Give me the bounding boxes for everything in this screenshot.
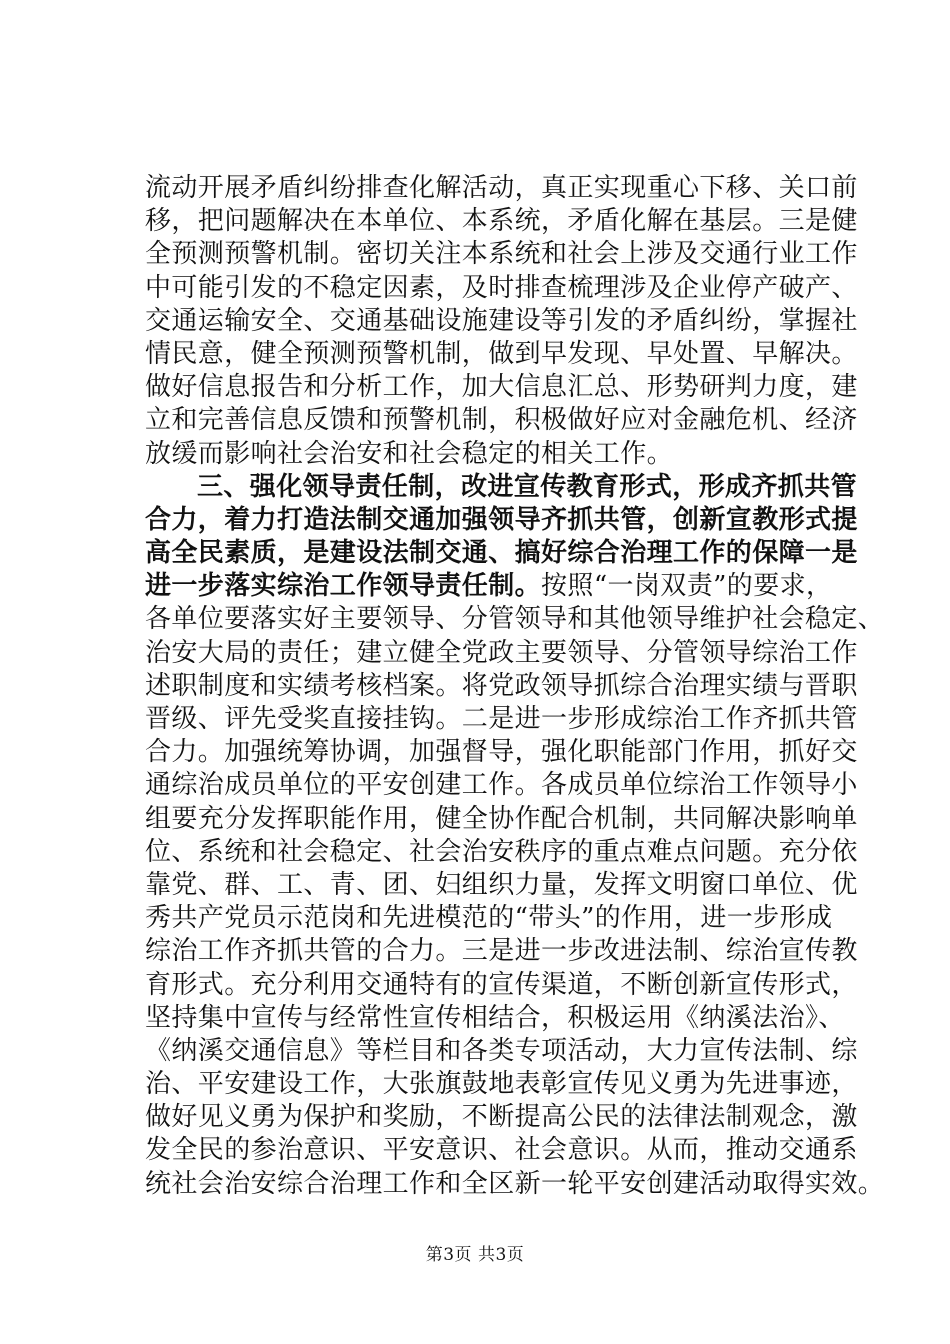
section-mixed-line [145,570,835,603]
body-line: 靠党、群、工、青、团、妇组织力量，发挥文明窗口单位、优 [145,869,858,900]
document-body [145,172,885,1201]
body-line: 组要充分发挥职能作用，健全协作配合机制，共同解决影响单 [145,803,858,834]
body-text: 按照“一岗双责”的要求， [541,571,833,602]
body-line: 治、平安建设工作，大张旗鼓地表彰宣传见义勇为先进事迹， [145,1069,858,1100]
body-line: 晋级、评先受奖直接挂钩。二是进一步形成综治工作齐抓共管 [145,704,858,734]
page-number: 第3页 共3页 [425,1245,525,1265]
body-line: 综治工作齐抓共管的合力。三是进一步改进法制、综治宣传教 [145,936,858,967]
body-line: 各单位要落实好主要领导、分管领导和其他领导维护社会稳定、 [145,604,885,635]
page-footer [0,1240,950,1265]
body-line: 发全民的参治意识、平安意识、社会意识。从而，推动交通系 [145,1135,858,1166]
body-line: 做好见义勇为保护和奖励，不断提高公民的法律法制观念，激 [145,1102,858,1133]
body-line: 做好信息报告和分析工作，加大信息汇总、形势研判力度，建 [145,372,858,403]
body-line: 移，把问题解决在本单位、本系统，矛盾化解在基层。三是健 [145,206,858,237]
body-line: 全预测预警机制。密切关注本系统和社会上涉及交通行业工作 [145,239,858,270]
subheading-text: 进一步落实综治工作领导责任制。 [145,571,542,602]
body-line: 述职制度和实绩考核档案。将党政领导抓综合治理实绩与晋职 [145,670,858,701]
body-line: 流动开展矛盾纠纷排查化解活动，真正实现重心下移、关口前 [145,173,858,203]
body-line: 治安大局的责任；建立健全党政主要领导、分管领导综治工作 [145,637,858,668]
body-line: 坚持集中宣传与经常性宣传相结合，积极运用《纳溪法治》、 [145,1002,845,1033]
body-line: 《纳溪交通信息》等栏目和各类专项活动，大力宣传法制、综 [145,1035,858,1066]
body-line: 合力。加强统筹协调，加强督导，强化职能部门作用，抓好交 [145,737,858,768]
section-heading-line: 合力，着力打造法制交通加强领导齐抓共管，创新宣教形式提 [145,504,858,535]
section-heading-line: 高全民素质，是建设法制交通、搞好综合治理工作的保障一是 [145,538,858,569]
body-line: 位、系统和社会稳定、社会治安秩序的重点难点问题。充分依 [145,836,858,867]
body-line: 育形式。充分利用交通特有的宣传渠道，不断创新宣传形式， [145,969,858,1000]
body-line: 交通运输安全、交通基础设施建设等引发的矛盾纠纷，掌握社 [145,305,858,336]
body-line: 统社会治安综合治理工作和全区新一轮平安创建活动取得实效。 [145,1168,885,1199]
body-line: 放缓而影响社会治安和社会稳定的相关工作。 [145,438,674,469]
body-line: 秀共产党员示范岗和先进模范的“带头”的作用，进一步形成 [145,903,833,934]
section-heading-line: 三、强化领导责任制，改进宣传教育形式，形成齐抓共管 [197,471,858,502]
body-line: 立和完善信息反馈和预警机制，积极做好应对金融危机、经济 [145,405,858,436]
body-line: 中可能引发的不稳定因素，及时排查梳理涉及企业停产破产、 [145,272,858,303]
body-line: 通综治成员单位的平安创建工作。各成员单位综治工作领导小 [145,770,858,801]
body-line: 情民意，健全预测预警机制，做到早发现、早处置、早解决。 [145,338,858,369]
